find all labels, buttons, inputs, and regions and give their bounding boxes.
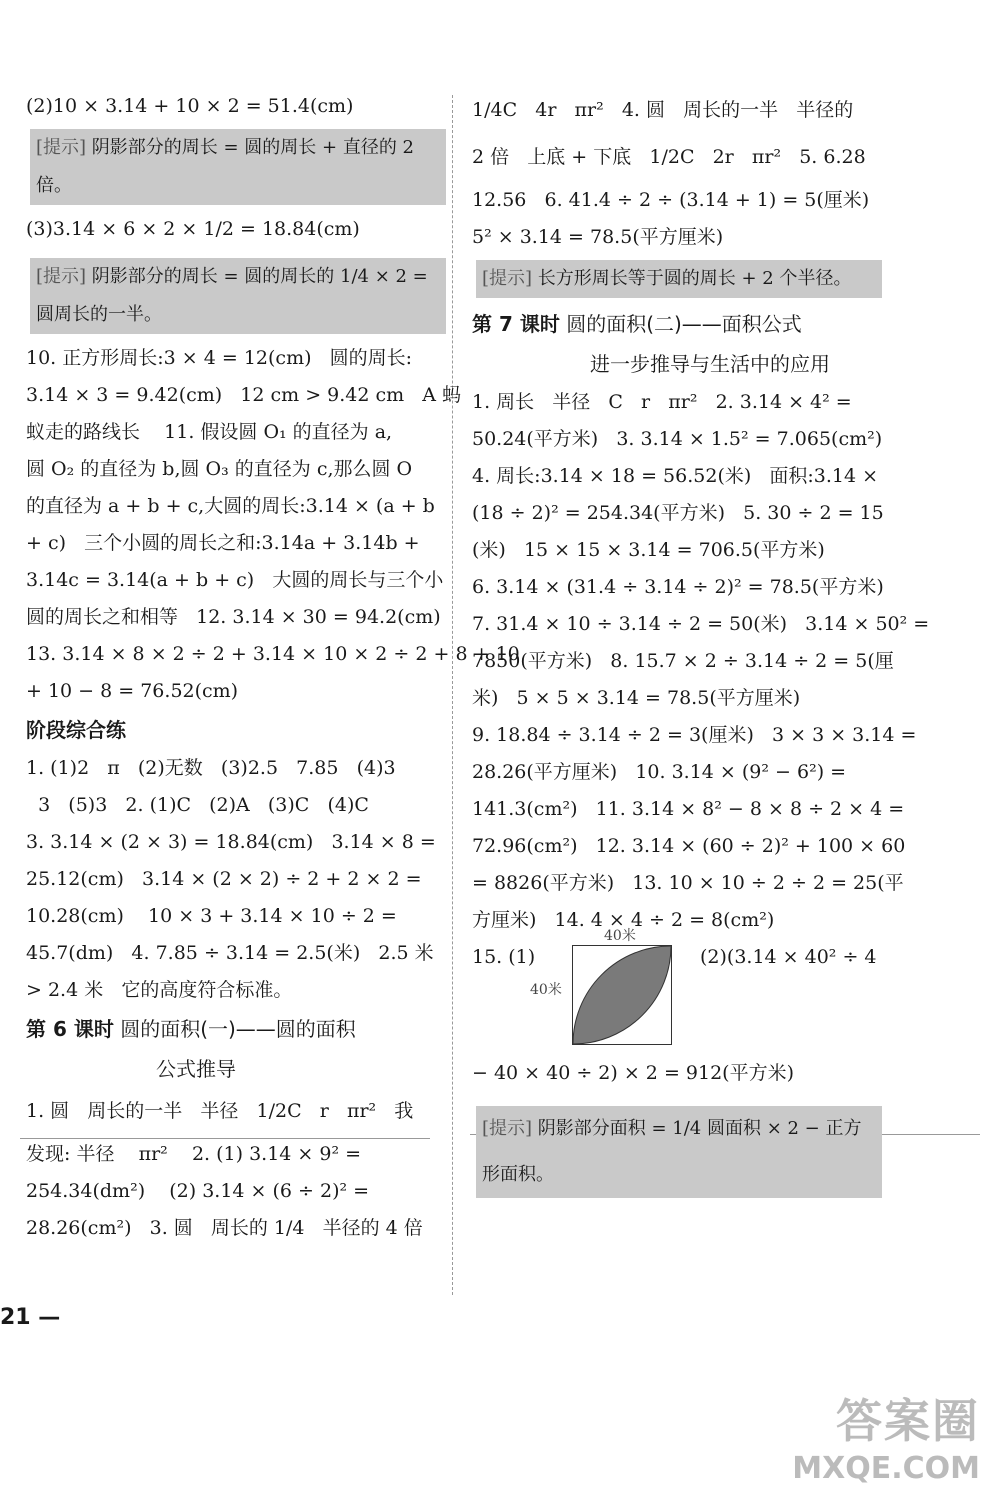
answer-line: = 8826(平方米) 13. 10 × 10 ÷ 2 ÷ 2 = 25(平 xyxy=(472,872,904,894)
answer-line: 25.12(cm) 3.14 × (2 × 2) ÷ 2 + 2 × 2 = xyxy=(26,868,422,890)
section-heading: 阶段综合练 xyxy=(26,718,126,742)
answer-line: > 2.4 米 它的高度符合标准。 xyxy=(26,979,293,1001)
answer-line: 圆的周长之和相等 12. 3.14 × 30 = 94.2(cm) xyxy=(26,606,441,628)
answer-line: − 40 × 40 ÷ 2) × 2 = 912(平方米) xyxy=(472,1062,794,1084)
hint-box xyxy=(476,260,882,298)
answer-line: 3 (5)3 2. (1)C (2)A (3)C (4)C xyxy=(26,794,369,816)
lesson-subtitle: 公式推导 xyxy=(156,1057,236,1081)
watermark-logo-text: 答案圈 xyxy=(836,1394,980,1448)
answer-line: 10. 正方形周长:3 × 4 = 12(cm) 圆的周长: xyxy=(26,347,413,369)
answer-line: 28.26(cm²) 3. 圆 周长的 1/4 半径的 4 倍 xyxy=(26,1217,423,1239)
answer-line: 3.14 × 3 = 9.42(cm) 12 cm > 9.42 cm A 蚂 xyxy=(26,384,462,406)
answer-line: (米) 15 × 15 × 3.14 = 706.5(平方米) xyxy=(472,539,825,561)
answer-line: 50.24(平方米) 3. 3.14 × 1.5² = 7.065(cm²) xyxy=(472,428,883,450)
answer-line: 1. (1)2 π (2)无数 (3)2.5 7.85 (4)3 xyxy=(26,757,396,779)
figure-top-label: 40米 xyxy=(604,928,636,944)
answer-line: 1. 圆 周长的一半 半径 1/2C r πr² 我 xyxy=(26,1100,414,1122)
answer-line: 10.28(cm) 10 × 3 + 3.14 × 10 ÷ 2 = xyxy=(26,905,397,927)
answer-line: 1. 周长 半径 C r πr² 2. 3.14 × 4² = xyxy=(472,391,852,413)
lesson-number: 第 7 课时 xyxy=(472,312,560,336)
hint-box xyxy=(476,1106,882,1198)
answer-line: 3. 3.14 × (2 × 3) = 18.84(cm) 3.14 × 8 = xyxy=(26,831,436,853)
answer-line: 9. 18.84 ÷ 3.14 ÷ 2 = 3(厘米) 3 × 3 × 3.14 = xyxy=(472,724,917,746)
lesson-number: 第 6 课时 xyxy=(26,1017,114,1041)
question-15-figure xyxy=(472,928,882,1051)
lesson-title: 圆的面积(一)——圆的面积 xyxy=(120,1017,356,1041)
answer-line: + c) 三个小圆的周长之和:3.14a + 3.14b + xyxy=(26,532,420,554)
watermark-url: MXQE.COM xyxy=(792,1451,980,1486)
answer-line: 2 倍 上底 + 下底 1/2C 2r πr² 5. 6.28 xyxy=(472,146,866,168)
hint-text: 阴影部分面积 = 1/4 圆面积 × 2 − 正方形面积。 xyxy=(482,1118,862,1185)
answer-line: 254.34(dm²) (2) 3.14 × (6 ÷ 2)² = xyxy=(26,1180,370,1202)
answer-line: 米) 5 × 5 × 3.14 = 78.5(平方厘米) xyxy=(472,687,801,709)
lesson-6-answers xyxy=(26,1093,446,1247)
right-column xyxy=(472,88,930,1204)
hint-tag: [提示] xyxy=(482,268,533,289)
question-part2: (2)(3.14 × 40² ÷ 4 xyxy=(700,946,877,968)
stage-answers xyxy=(26,750,446,1009)
hint-tag: [提示] xyxy=(482,1118,533,1139)
answer-line: 72.96(cm²) 12. 3.14 × (60 ÷ 2)² + 100 × 60 xyxy=(472,835,906,857)
answer-line: 12.56 6. 41.4 ÷ 2 ÷ (3.14 + 1) = 5(厘米) xyxy=(472,189,870,211)
answer-line: 6. 3.14 × (31.4 ÷ 3.14 ÷ 2)² = 78.5(平方米) xyxy=(472,576,884,598)
answer-line: 发现: 半径 πr² 2. (1) 3.14 × 9² = xyxy=(26,1143,362,1165)
lesson-7-answers xyxy=(472,384,930,939)
answer-line: (3)3.14 × 6 × 2 × 1/2 = 18.84(cm) xyxy=(26,218,360,240)
question-label: 15. (1) xyxy=(472,946,536,968)
answer-line: (2)10 × 3.14 + 10 × 2 = 51.4(cm) xyxy=(26,95,354,117)
lesson-title: 圆的面积(二)——面积公式 xyxy=(566,312,802,336)
answer-line: 7850(平方米) 8. 15.7 × 2 ÷ 3.14 ÷ 2 = 5(厘 xyxy=(472,650,894,672)
answer-line: 28.26(平方厘米) 10. 3.14 × (9² − 6²) = xyxy=(472,761,847,783)
hint-box xyxy=(30,258,446,334)
column-divider xyxy=(452,95,453,1295)
answer-line: 5² × 3.14 = 78.5(平方厘米) xyxy=(472,226,724,248)
answer-line: (18 ÷ 2)² = 254.34(平方米) 5. 30 ÷ 2 = 15 xyxy=(472,502,884,524)
answer-line: 141.3(cm²) 11. 3.14 × 8² − 8 × 8 ÷ 2 × 4 = xyxy=(472,798,905,820)
answer-line: 13. 3.14 × 8 × 2 ÷ 2 + 3.14 × 10 × 2 ÷ 2 + 8 + 10 xyxy=(26,643,520,665)
hint-text: 阴影部分的周长 = 圆的周长 + 直径的 2 倍。 xyxy=(36,137,414,196)
answer-line: 1/4C 4r πr² 4. 圆 周长的一半 半径的 xyxy=(472,99,854,121)
hint-box xyxy=(30,129,446,205)
answer-line: + 10 − 8 = 76.52(cm) xyxy=(26,680,239,702)
lesson-6-heading xyxy=(26,1009,446,1049)
hint-tag: [提示] xyxy=(36,266,87,287)
leaf-shaded-area xyxy=(573,946,671,1044)
hint-tag: [提示] xyxy=(36,137,87,158)
answer-line: 7. 31.4 × 10 ÷ 3.14 ÷ 2 = 50(米) 3.14 × 50² = xyxy=(472,613,930,635)
answer-line: 的直径为 a + b + c,大圆的周长:3.14 × (a + b xyxy=(26,495,435,517)
answer-line: 3.14c = 3.14(a + b + c) 大圆的周长与三个小 xyxy=(26,569,444,591)
answer-line: 4. 周长:3.14 × 18 = 56.52(米) 面积:3.14 × xyxy=(472,465,879,487)
answer-line: 45.7(dm) 4. 7.85 ÷ 3.14 = 2.5(米) 2.5 米 xyxy=(26,942,434,964)
hint-text: 阴影部分的周长 = 圆的周长的 1/4 × 2 = 圆周长的一半。 xyxy=(36,266,428,325)
answer-line: 方厘米) 14. 4 × 4 ÷ 2 = 8(cm²) xyxy=(472,909,775,931)
answer-line: 蚁走的路线长 11. 假设圆 O₁ 的直径为 a, xyxy=(26,421,393,443)
page-number: 21 — xyxy=(0,1305,61,1330)
square-shape xyxy=(572,945,672,1045)
figure-left-label: 40米 xyxy=(530,982,562,998)
answer-line: 圆 O₂ 的直径为 b,圆 O₃ 的直径为 c,那么圆 O xyxy=(26,458,413,480)
answers-10-13 xyxy=(26,340,520,710)
lesson-subtitle: 进一步推导与生活中的应用 xyxy=(590,352,830,376)
lesson-7-heading xyxy=(472,304,882,344)
hint-text: 长方形周长等于圆的周长 + 2 个半径。 xyxy=(532,268,852,289)
